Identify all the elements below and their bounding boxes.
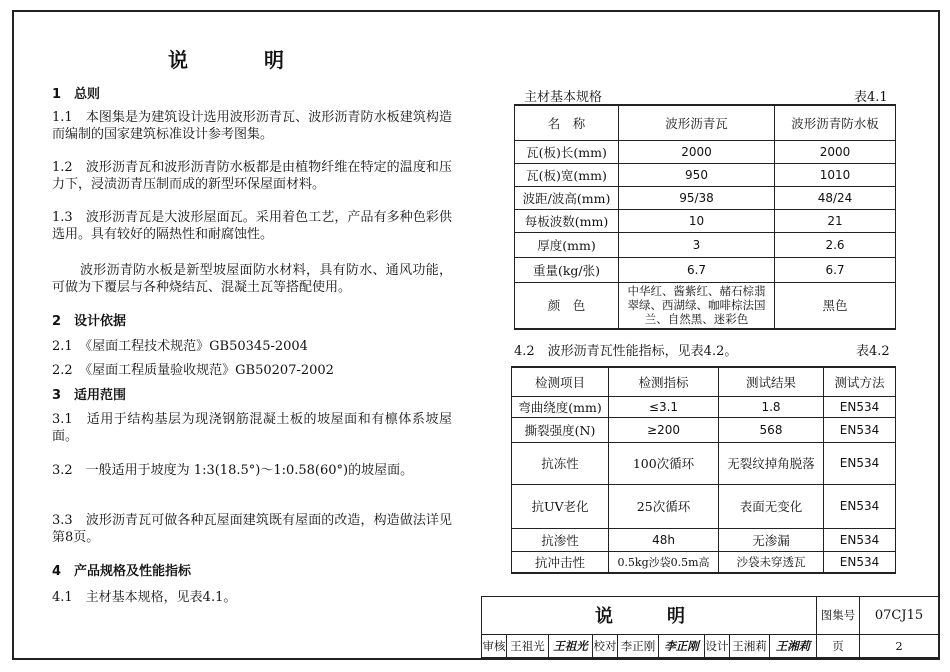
para-1-1: 1.1 本图集是为建筑设计选用波形沥青瓦、波形沥青防水板建筑构造而编制的国家建筑标准设计参考图集。 — [52, 110, 452, 142]
review-label: 审核 — [482, 634, 507, 657]
check-name: 李正刚 — [618, 634, 659, 657]
section-3-heading: 3 适用范围 — [52, 388, 127, 403]
row-label: 颜 色 — [515, 282, 619, 329]
atlas-label: 图集号 — [817, 597, 860, 635]
table-row — [515, 232, 896, 257]
row-label: 抗冻性 — [512, 442, 609, 484]
cell-value: 0.5kg沙袋0.5m高 — [609, 551, 719, 573]
cell-value: 48/24 — [775, 186, 896, 209]
header-cell: 检测指标 — [609, 367, 719, 396]
table-row — [515, 282, 896, 329]
cell-value: 2.6 — [775, 232, 896, 257]
table-row — [512, 442, 896, 484]
cell-value: 无裂纹掉角脱落 — [719, 442, 824, 484]
row-label: 抗UV老化 — [512, 484, 609, 528]
row-label: 每板波数(mm) — [515, 209, 619, 232]
cell-value: EN534 — [824, 528, 896, 551]
cell-value: 10 — [619, 209, 775, 232]
table-row — [515, 105, 896, 140]
page-title: 说 明 — [168, 48, 312, 72]
cell-value: 沙袋未穿透瓦 — [719, 551, 824, 573]
cell-value: ≤3.1 — [609, 396, 719, 417]
design-name: 王湘莉 — [730, 634, 770, 657]
row-label: 瓦(板)宽(mm) — [515, 163, 619, 186]
cell-value: 表面无变化 — [719, 484, 824, 528]
table-row — [515, 257, 896, 282]
section-1-heading: 1 总则 — [52, 87, 101, 102]
check-signature: 李正刚 — [659, 634, 705, 657]
header-cell: 测试结果 — [719, 367, 824, 396]
section-4-heading: 4 产品规格及性能指标 — [52, 564, 192, 579]
table-4-2-caption: 4.2 波形沥青瓦性能指标，见表4.2。 — [514, 344, 738, 359]
cell-value: 25次循环 — [609, 484, 719, 528]
row-label: 波距/波高(mm) — [515, 186, 619, 209]
row-label: 厚度(mm) — [515, 232, 619, 257]
check-label: 校对 — [593, 634, 618, 657]
table-4-1-number: 表4.1 — [854, 90, 888, 105]
cell-value: 568 — [719, 417, 824, 442]
para-3-3: 3.3 波形沥青瓦可做各种瓦屋面建筑既有屋面的改造，构造做法详见第8页。 — [52, 513, 452, 545]
table-4-2-number: 表4.2 — [856, 344, 890, 359]
cell-value: 6.7 — [775, 257, 896, 282]
review-name: 王祖光 — [507, 634, 549, 657]
header-cell: 检测项目 — [512, 367, 609, 396]
spec-table — [514, 104, 896, 330]
table-row — [515, 163, 896, 186]
table-row — [512, 396, 896, 417]
para-3-2: 3.2 一般适用于坡度为 1:3(18.5°)～1:0.58(60°)的坡屋面。 — [52, 463, 414, 478]
cell-value: 无渗漏 — [719, 528, 824, 551]
review-signature: 王祖光 — [549, 634, 593, 657]
cell-value: 2000 — [619, 140, 775, 163]
para-4-1: 4.1 主材基本规格，见表4.1。 — [52, 590, 237, 605]
row-label: 抗冲击性 — [512, 551, 609, 573]
cell-value: EN534 — [824, 442, 896, 484]
design-signature: 王湘莉 — [770, 634, 817, 657]
section-2-heading: 2 设计依据 — [52, 314, 127, 329]
table-row — [512, 484, 896, 528]
table-row — [512, 367, 896, 396]
table-row — [515, 140, 896, 163]
performance-table — [511, 366, 896, 574]
para-2-1: 2.1 《屋面工程技术规范》GB50345-2004 — [52, 339, 308, 354]
cell-value: 48h — [609, 528, 719, 551]
header-cell: 波形沥青瓦 — [619, 105, 775, 140]
table-row — [512, 528, 896, 551]
para-1-3b: 波形沥青防水板是新型坡屋面防水材料，具有防水、通风功能，可做为下覆层与各种烧结瓦、混凝土瓦等搭配使用。 — [52, 263, 452, 295]
para-2-2: 2.2 《屋面工程质量验收规范》GB50207-2002 — [52, 363, 334, 378]
cell-value: 100次循环 — [609, 442, 719, 484]
table-row — [515, 186, 896, 209]
design-label: 设计 — [705, 634, 730, 657]
para-1-3: 1.3 波形沥青瓦是大波形屋面瓦。采用着色工艺，产品有多种色彩供选用。具有较好的隔热性和耐腐蚀性。 — [52, 210, 452, 242]
cell-value: 3 — [619, 232, 775, 257]
header-cell: 测试方法 — [824, 367, 896, 396]
titleblock-title: 说 明 — [482, 597, 817, 635]
cell-value: 黑色 — [775, 282, 896, 329]
cell-value: 21 — [775, 209, 896, 232]
table-row — [515, 209, 896, 232]
cell-value: EN534 — [824, 396, 896, 417]
cell-value: ≥200 — [609, 417, 719, 442]
para-1-2: 1.2 波形沥青瓦和波形沥青防水板都是由植物纤维在特定的温度和压力下，浸渍沥青压制而成的新型环保屋面材料。 — [52, 160, 452, 192]
title-block — [481, 596, 938, 658]
cell-value: 1010 — [775, 163, 896, 186]
row-label: 瓦(板)长(mm) — [515, 140, 619, 163]
cell-value: 2000 — [775, 140, 896, 163]
row-label: 弯曲绕度(mm) — [512, 396, 609, 417]
cell-value: 95/38 — [619, 186, 775, 209]
atlas-number: 07CJ15 — [860, 597, 939, 635]
table-row — [512, 417, 896, 442]
cell-value: 1.8 — [719, 396, 824, 417]
cell-value: EN534 — [824, 484, 896, 528]
page-label: 页 — [817, 634, 860, 657]
table-row — [512, 551, 896, 573]
cell-value: 6.7 — [619, 257, 775, 282]
color-list: 中华红、酱紫红、赭石棕翡翠绿、西湖绿、咖啡棕法国兰、自然黑、迷彩色 — [619, 282, 775, 329]
page-number: 2 — [860, 634, 939, 657]
row-label: 撕裂强度(N) — [512, 417, 609, 442]
row-label: 重量(kg/张) — [515, 257, 619, 282]
cell-value: EN534 — [824, 417, 896, 442]
cell-value: EN534 — [824, 551, 896, 573]
cell-value: 950 — [619, 163, 775, 186]
table-4-1-caption: 主材基本规格 — [524, 90, 603, 105]
row-label: 抗渗性 — [512, 528, 609, 551]
header-cell: 名 称 — [515, 105, 619, 140]
header-cell: 波形沥青防水板 — [775, 105, 896, 140]
para-3-1: 3.1 适用于结构基层为现浇钢筋混凝土板的坡屋面和有檩体系坡屋面。 — [52, 412, 452, 444]
